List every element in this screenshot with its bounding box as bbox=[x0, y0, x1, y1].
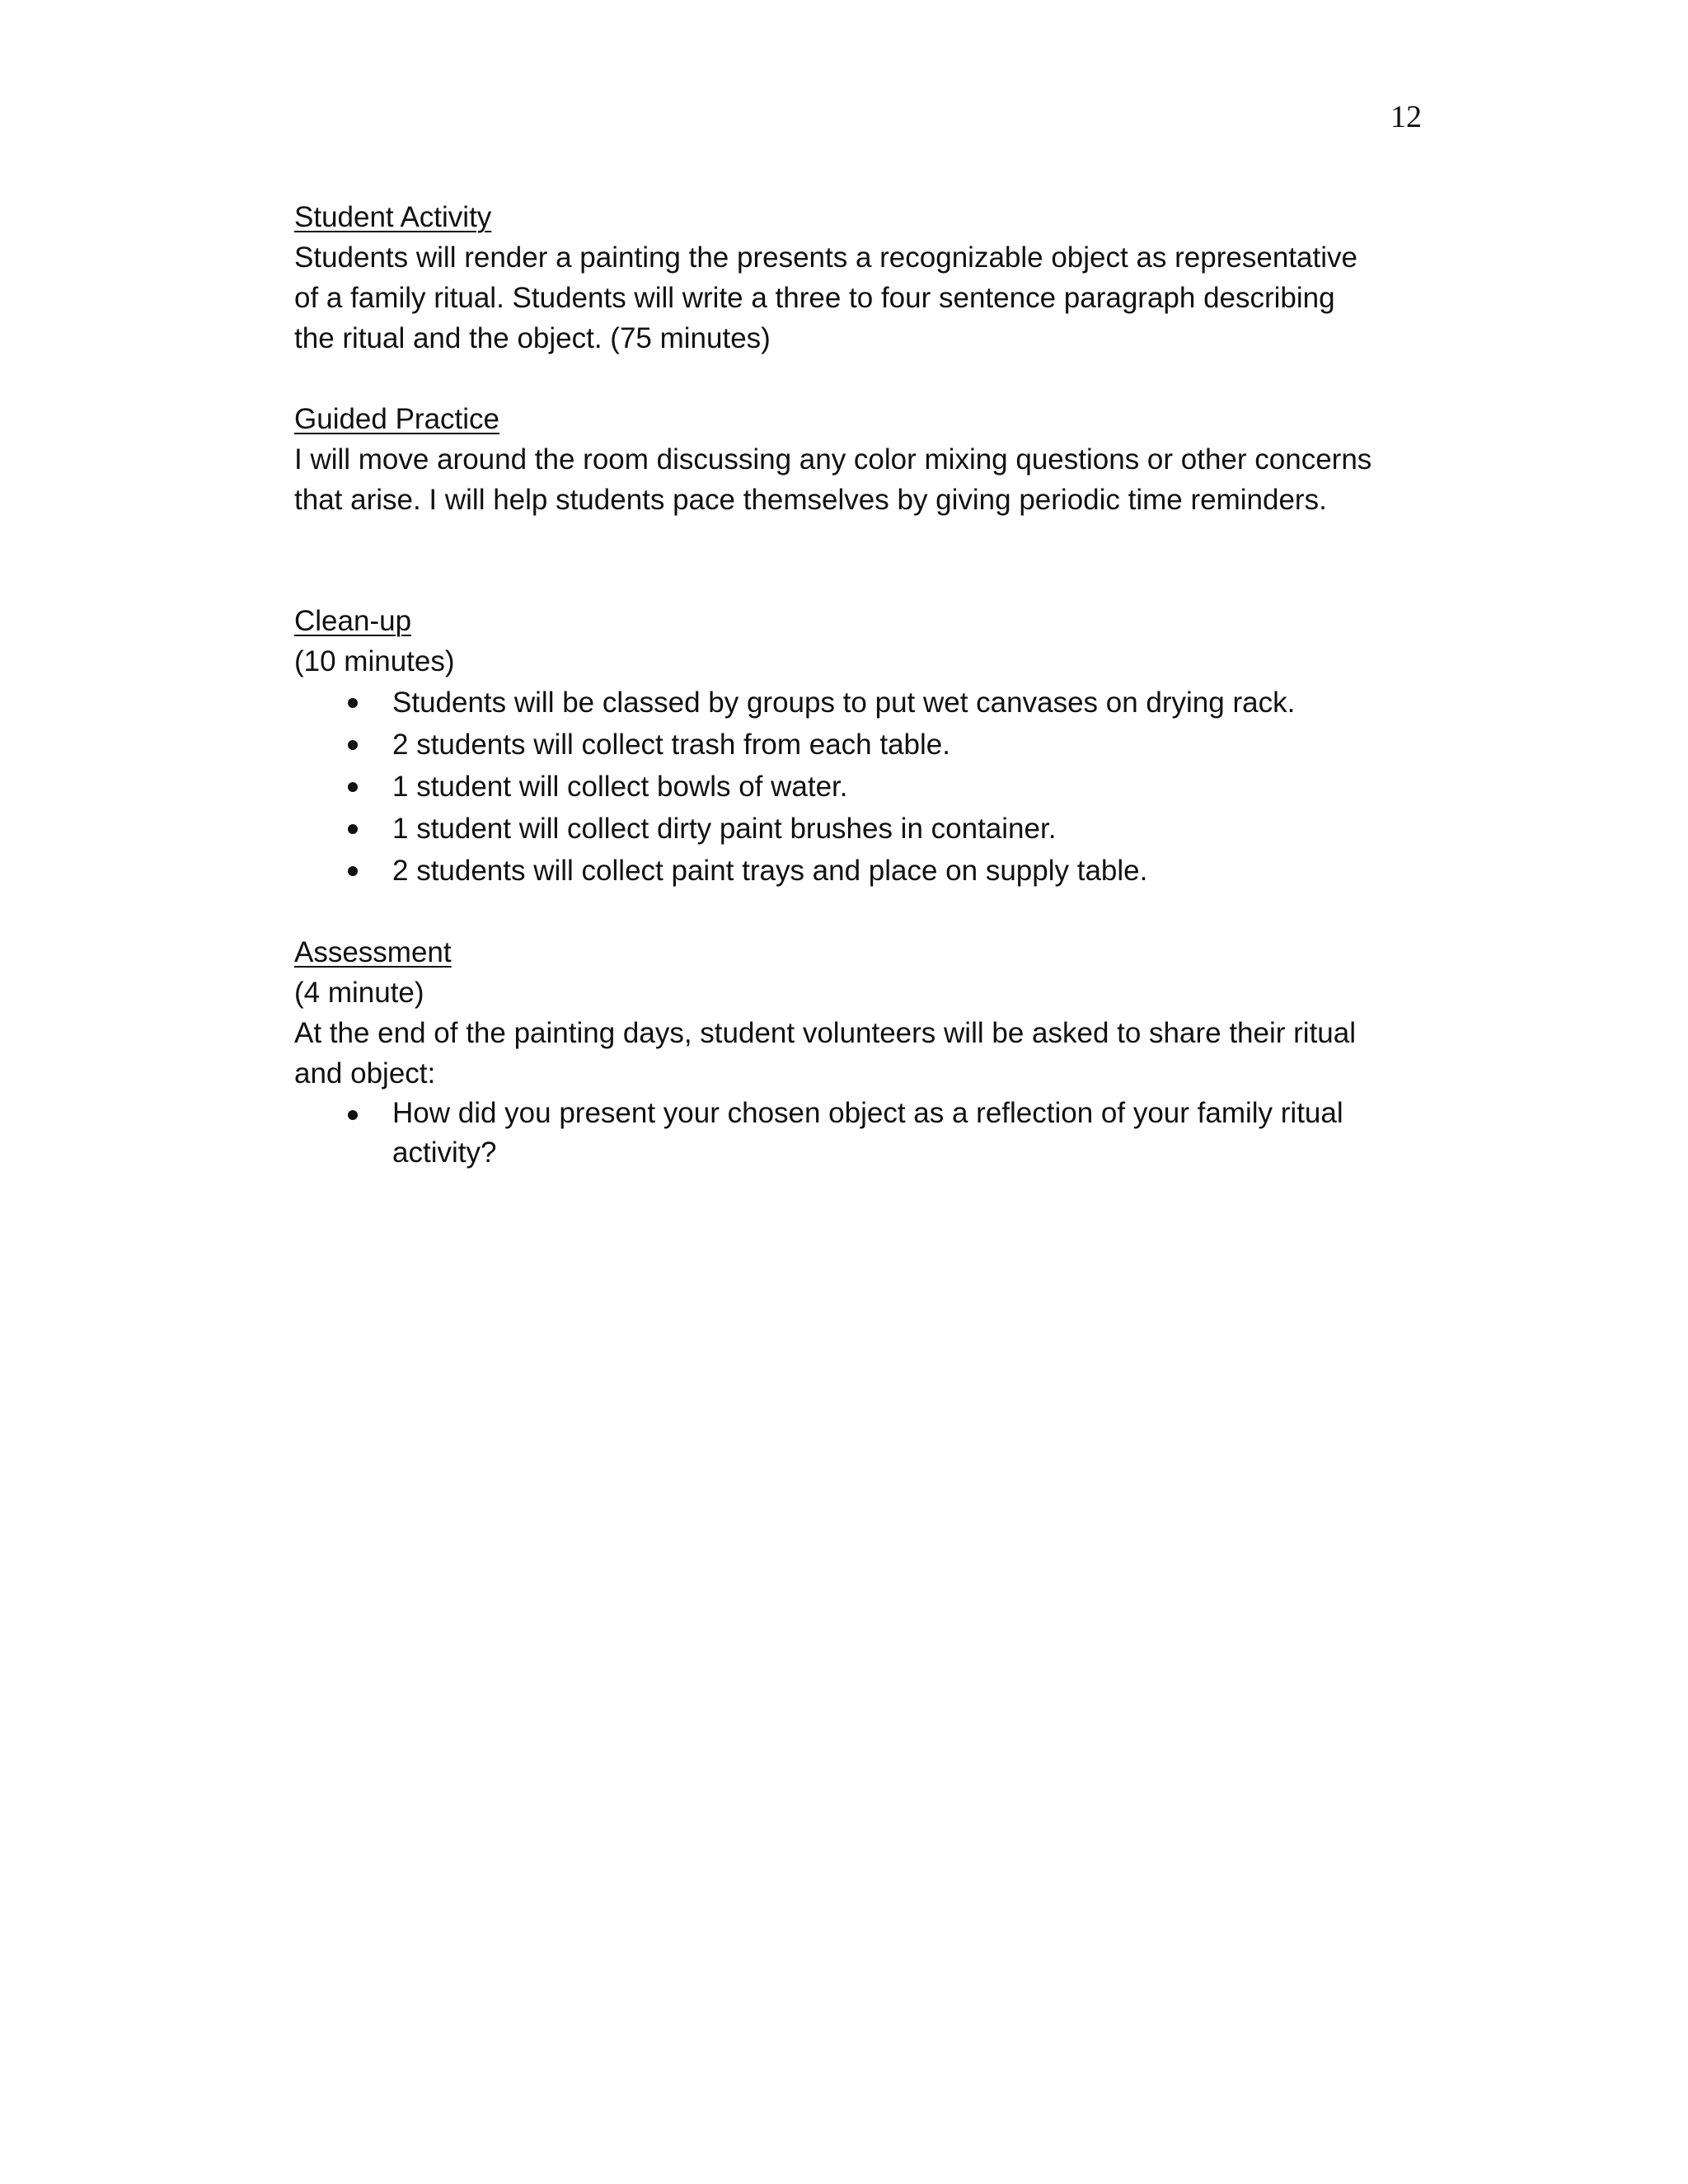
page-number: 12 bbox=[1390, 100, 1422, 134]
cleanup-list-item: Students will be classed by groups to put wet canvases on drying rack. bbox=[294, 682, 1423, 724]
assessment-list bbox=[294, 1094, 1423, 1173]
section-cleanup bbox=[294, 601, 1423, 892]
student-activity-line-1: Students will render a painting the presents a recognizable object as representative bbox=[294, 241, 1357, 274]
assessment-item-line-2: activity? bbox=[392, 1137, 497, 1169]
assessment-duration: (4 minute) bbox=[294, 977, 424, 1009]
assessment-list-item bbox=[294, 1094, 1423, 1173]
assessment-heading: Assessment bbox=[294, 936, 452, 968]
section-assessment bbox=[294, 932, 1423, 1173]
document-body bbox=[294, 197, 1423, 1173]
cleanup-list-item: 2 students will collect trash from each table. bbox=[294, 724, 1423, 766]
cleanup-duration: (10 minutes) bbox=[294, 645, 455, 677]
cleanup-heading: Clean-up bbox=[294, 605, 412, 637]
assessment-item-line-1: How did you present your chosen object as a reflection of your family ritual bbox=[392, 1097, 1343, 1129]
guided-practice-line-1: I will move around the room discussing any color mixing questions or other concerns bbox=[294, 443, 1372, 476]
guided-practice-line-2: that arise. I will help students pace themselves by giving periodic time reminders. bbox=[294, 484, 1327, 516]
section-guided-practice bbox=[294, 399, 1423, 520]
guided-practice-heading: Guided Practice bbox=[294, 403, 500, 435]
student-activity-line-2: of a family ritual. Students will write a three to four sentence paragraph describing bbox=[294, 282, 1335, 314]
student-activity-heading: Student Activity bbox=[294, 201, 492, 233]
student-activity-line-3: the ritual and the object. (75 minutes) bbox=[294, 322, 771, 354]
section-student-activity bbox=[294, 197, 1423, 359]
cleanup-list-item: 2 students will collect paint trays and place on supply table. bbox=[294, 850, 1423, 892]
assessment-line-1: At the end of the painting days, student volunteers will be asked to share their ritual bbox=[294, 1017, 1356, 1049]
assessment-line-2: and object: bbox=[294, 1057, 436, 1090]
cleanup-list-item: 1 student will collect bowls of water. bbox=[294, 766, 1423, 808]
cleanup-list-item: 1 student will collect dirty paint brushes in container. bbox=[294, 808, 1423, 850]
cleanup-list bbox=[294, 682, 1423, 892]
